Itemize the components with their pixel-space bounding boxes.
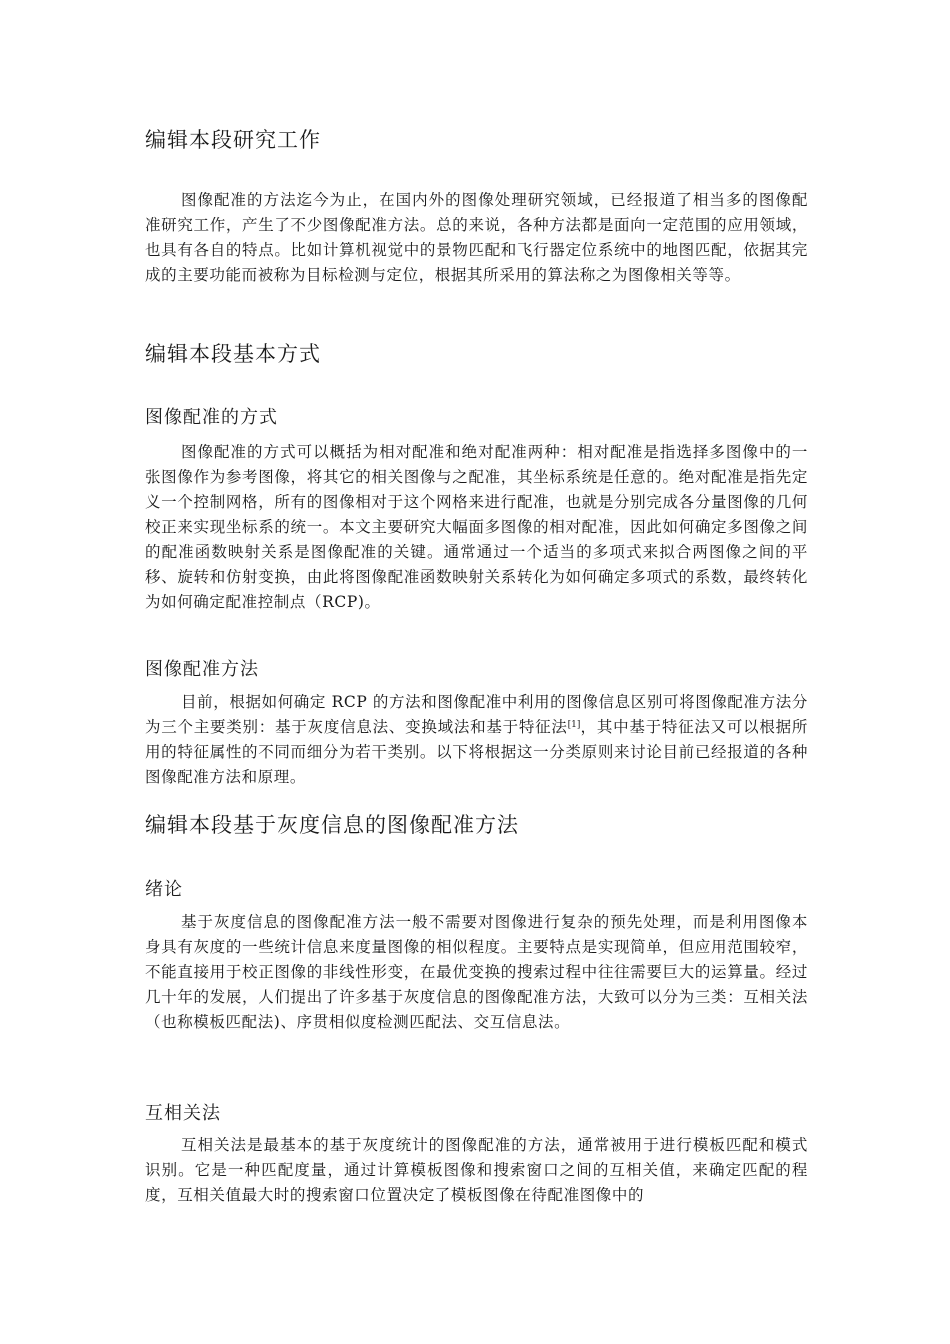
paragraph-text-before-ref: 目前，根据如何确定 RCP 的方法和图像配准中利用的图像信息区别可将图像配准方法分为三个主要类别：基于灰度信息法、变换域法和基于特征法 <box>145 693 808 736</box>
subheading-registration-methods: 图像配准方法 <box>145 659 259 680</box>
paragraph-registration-modes: 图像配准的方式可以概括为相对配准和绝对配准两种：相对配准是指选择多图像中的一张图像作为参考图像，将其它的相关图像与之配准，其坐标系统是任意的。绝对配准是指先定义一个控制网格，所有的图像相对于这个网格来进行配准，也就是分别完成各分量图像的几何校正来实现坐标系的统一。本文主要研究大幅面多图像的相对配准，因此如何确定多图像之间的配准函数映射关系是图像配准的关键。通常通过一个适当的多项式来拟合两图像之间的平移、旋转和仿射变换，由此将图像配准函数映射关系转化为如何确定多项式的系数，最终转化为如何确定配准控制点（RCP)。 <box>145 443 808 611</box>
subheading-introduction: 绪论 <box>145 879 183 900</box>
section-heading-gray-info-methods: 编辑本段基于灰度信息的图像配准方法 <box>145 813 519 837</box>
paragraph-registration-methods <box>145 690 808 790</box>
section-heading-basic-methods: 编辑本段基本方式 <box>145 342 321 366</box>
paragraph-introduction: 基于灰度信息的图像配准方法一般不需要对图像进行复杂的预先处理，而是利用图像本身具有灰度的一些统计信息来度量图像的相似程度。主要特点是实现简单，但应用范围较窄，不能直接用于校正图像的非线性形变，在最优变换的搜索过程中往往需要巨大的运算量。经过几十年的发展，人们提出了许多基于灰度信息的图像配准方法，大致可以分为三类：互相关法（也称模板匹配法)、序贯相似度检测匹配法、交互信息法。 <box>145 913 808 1031</box>
paragraph-text-after-ref: ，其中基于特征法又可以根据所用的特征属性的不同而细分为若干类别。以下将根据这一分类原则来讨论目前已经报道的各种图像配准方法和原理。 <box>145 718 808 786</box>
paragraph-cross-correlation: 互相关法是最基本的基于灰度统计的图像配准的方法，通常被用于进行模板匹配和模式识别。它是一种匹配度量，通过计算模板图像和搜索窗口之间的互相关值，来确定匹配的程度，互相关值最大时的搜索窗口位置决定了模板图像在待配准图像中的 <box>145 1136 808 1204</box>
subheading-cross-correlation: 互相关法 <box>145 1103 221 1124</box>
section-heading-research-work: 编辑本段研究工作 <box>145 128 321 152</box>
reference-marker: [1] <box>567 720 581 730</box>
subheading-registration-modes: 图像配准的方式 <box>145 407 278 428</box>
paragraph-research-work: 图像配准的方法迄今为止，在国内外的图像处理研究领域，已经报道了相当多的图像配准研究工作，产生了不少图像配准方法。总的来说，各种方法都是面向一定范围的应用领域，也具有各自的特点。比如计算机视觉中的景物匹配和飞行器定位系统中的地图匹配，依据其完成的主要功能而被称为目标检测与定位，根据其所采用的算法称之为图像相关等等。 <box>145 191 808 284</box>
